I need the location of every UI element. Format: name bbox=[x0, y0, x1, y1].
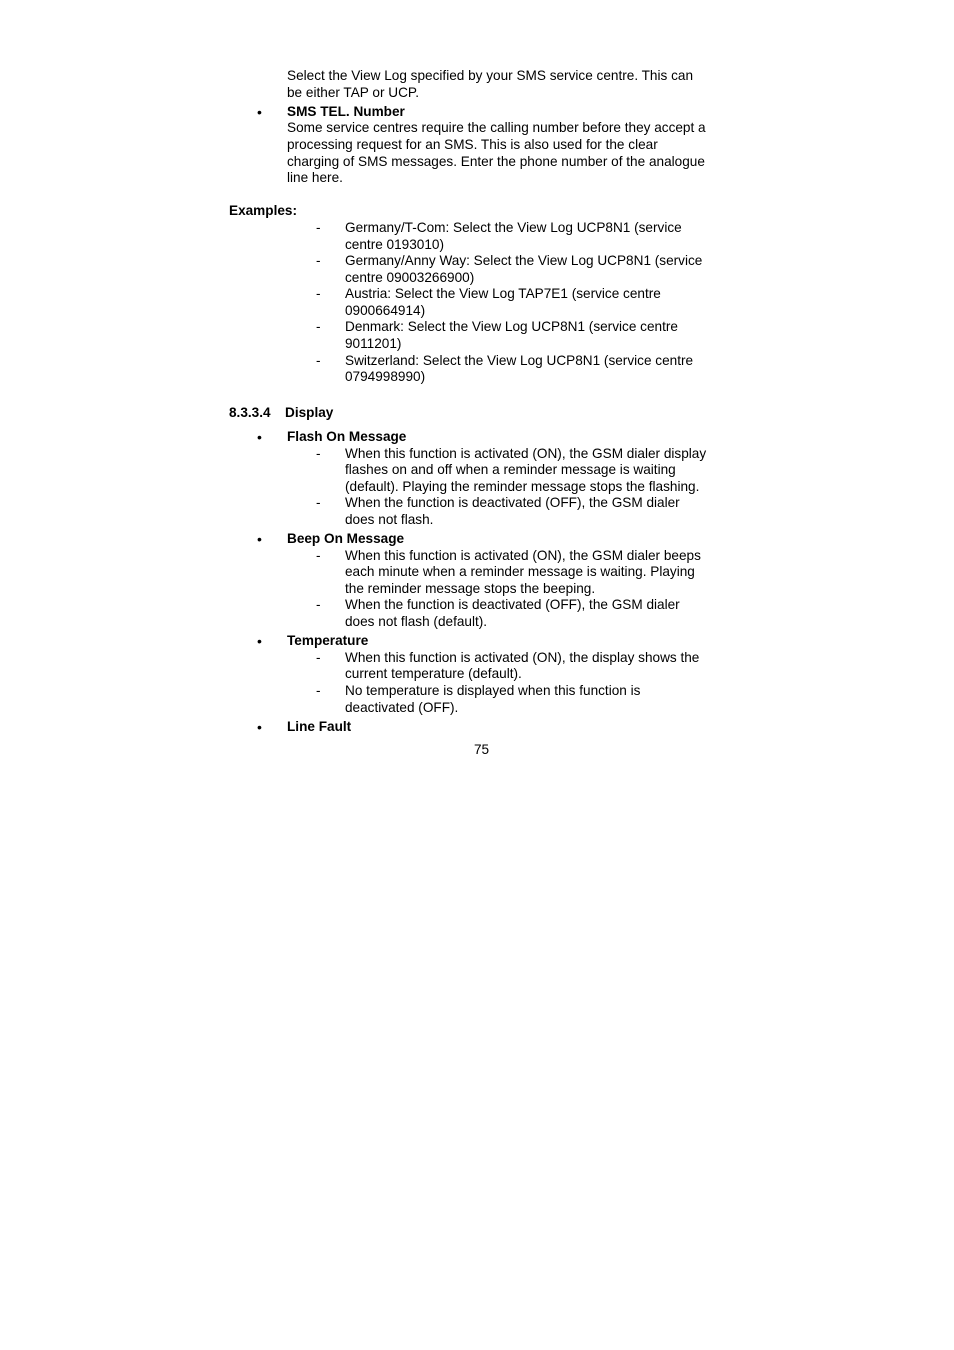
section-number: 8.3.3.4 bbox=[229, 405, 271, 420]
page-number: 75 bbox=[474, 742, 490, 757]
flash-item-2-line-2: does not flash. bbox=[345, 512, 434, 527]
beep-item-1-line-3: the reminder message stops the beeping. bbox=[345, 581, 596, 596]
temperature-title: Temperature bbox=[287, 633, 369, 648]
example-austria-cont: 0900664914) bbox=[345, 303, 426, 318]
bullet-icon: • bbox=[257, 429, 262, 445]
bullet-icon: • bbox=[257, 719, 262, 735]
example-denmark: Denmark: Select the View Log UCP8N1 (service centre bbox=[345, 319, 678, 334]
flash-item-1-line-2: flashes on and off when a reminder message is waiting bbox=[345, 462, 676, 477]
dash-icon: - bbox=[316, 220, 321, 235]
temperature-item-1-line-1: When this function is activated (ON), the display shows the bbox=[345, 650, 700, 665]
example-switzerland-cont: 0794998990) bbox=[345, 369, 426, 384]
bullet-icon: • bbox=[257, 633, 262, 649]
intro-line-1: Select the View Log specified by your SMS service centre. This can bbox=[287, 68, 694, 83]
sms-tel-line-2: processing request for an SMS. This is also used for the clear bbox=[287, 137, 658, 152]
intro-line-2: be either TAP or UCP. bbox=[287, 85, 419, 100]
sms-tel-line-1: Some service centres require the calling number before they accept a bbox=[287, 120, 706, 135]
section-title: Display bbox=[285, 405, 334, 420]
beep-item-1-line-1: When this function is activated (ON), the GSM dialer beeps bbox=[345, 548, 701, 563]
temperature-item-2-line-2: deactivated (OFF). bbox=[345, 700, 459, 715]
line-fault-title: Line Fault bbox=[287, 719, 352, 734]
flash-title: Flash On Message bbox=[287, 429, 407, 444]
dash-icon: - bbox=[316, 446, 321, 461]
flash-item-2-line-1: When the function is deactivated (OFF), the GSM dialer bbox=[345, 495, 680, 510]
examples-heading: Examples: bbox=[229, 203, 298, 218]
beep-item-1-line-2: each minute when a reminder message is waiting. Playing bbox=[345, 564, 695, 579]
example-austria: Austria: Select the View Log TAP7E1 (service centre bbox=[345, 286, 661, 301]
example-germany-tcom: Germany/T-Com: Select the View Log UCP8N1 (service bbox=[345, 220, 682, 235]
beep-item-2-line-1: When the function is deactivated (OFF), the GSM dialer bbox=[345, 597, 680, 612]
dash-icon: - bbox=[316, 495, 321, 510]
example-switzerland: Switzerland: Select the View Log UCP8N1 (service centre bbox=[345, 353, 694, 368]
bullet-icon: • bbox=[257, 104, 262, 120]
example-germany-tcom-cont: centre 0193010) bbox=[345, 237, 445, 252]
flash-item-1-line-3: (default). Playing the reminder message stops the flashing. bbox=[345, 479, 700, 494]
sms-tel-line-3: charging of SMS messages. Enter the phone number of the analogue bbox=[287, 154, 705, 169]
dash-icon: - bbox=[316, 548, 321, 563]
example-germany-annyway: Germany/Anny Way: Select the View Log UCP8N1 (service bbox=[345, 253, 703, 268]
dash-icon: - bbox=[316, 683, 321, 698]
example-denmark-cont: 9011201) bbox=[345, 336, 402, 351]
dash-icon: - bbox=[316, 597, 321, 612]
dash-icon: - bbox=[316, 319, 321, 334]
dash-icon: - bbox=[316, 353, 321, 368]
sms-tel-title: SMS TEL. Number bbox=[287, 104, 405, 119]
temperature-item-1-line-2: current temperature (default). bbox=[345, 666, 522, 681]
beep-title: Beep On Message bbox=[287, 531, 405, 546]
temperature-item-2-line-1: No temperature is displayed when this function is bbox=[345, 683, 641, 698]
dash-icon: - bbox=[316, 650, 321, 665]
dash-icon: - bbox=[316, 286, 321, 301]
dash-icon: - bbox=[316, 253, 321, 268]
example-germany-annyway-cont: centre 09003266900) bbox=[345, 270, 475, 285]
beep-item-2-line-2: does not flash (default). bbox=[345, 614, 488, 629]
sms-tel-line-4: line here. bbox=[287, 170, 343, 185]
bullet-icon: • bbox=[257, 531, 262, 547]
flash-item-1-line-1: When this function is activated (ON), the GSM dialer display bbox=[345, 446, 707, 461]
